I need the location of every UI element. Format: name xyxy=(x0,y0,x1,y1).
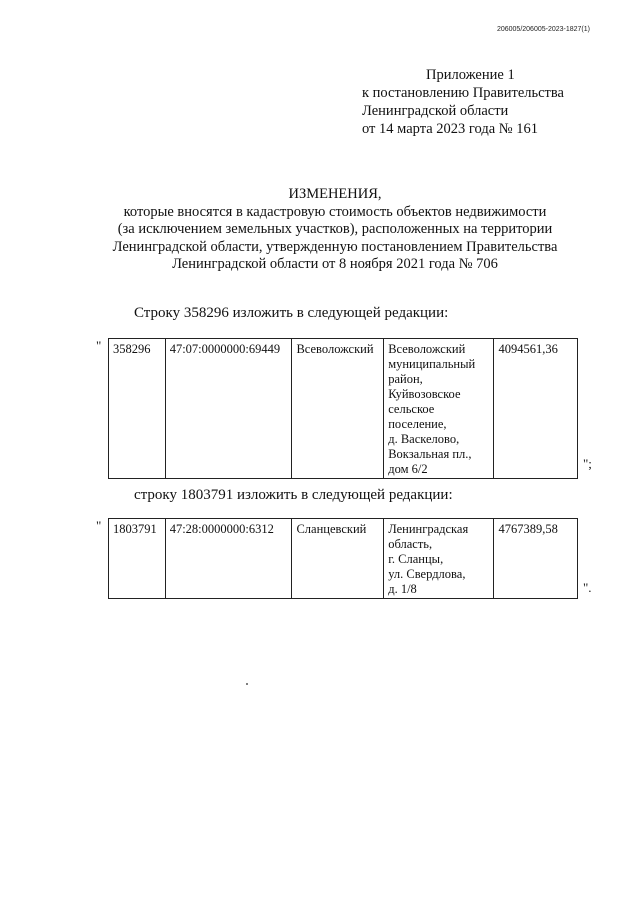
address-line: Вокзальная пл., xyxy=(388,447,472,461)
address-line: дом 6/2 xyxy=(388,462,428,476)
record-table xyxy=(108,338,578,479)
cell-cadastral-number: 47:07:0000000:69449 xyxy=(165,339,292,479)
address-line: район, xyxy=(388,372,423,386)
appendix-line: Ленинградской области xyxy=(362,103,509,119)
address-line: область, xyxy=(388,537,433,551)
table-row xyxy=(109,339,578,479)
address-line: поселение, xyxy=(388,417,447,431)
cell-address xyxy=(384,339,494,479)
document-id: 206005/206005-2023-1827(1) xyxy=(496,26,590,33)
close-quote: "; xyxy=(583,456,592,471)
title-line: Ленинградской области от 8 ноября 2021 года № 706 xyxy=(172,256,498,272)
address-line: д. 1/8 xyxy=(388,582,417,596)
cell-cadastral-number: 47:28:0000000:6312 xyxy=(165,519,292,599)
appendix-block xyxy=(362,66,564,138)
stray-dot xyxy=(246,683,248,685)
address-line: сельское xyxy=(388,402,435,416)
title-line: Ленинградской области, утвержденную постановлением Правительства xyxy=(112,238,558,255)
record-table xyxy=(108,518,578,599)
address-line: д. Васкелово, xyxy=(388,432,460,446)
cell-row-number: 358296 xyxy=(109,339,166,479)
entry-intro: строку 1803791 изложить в следующей редакции: xyxy=(134,487,453,503)
open-quote: " xyxy=(96,338,102,353)
appendix-line: к постановлению Правительства xyxy=(362,85,564,101)
cell-cadastral-value: 4094561,36 xyxy=(494,339,578,479)
address-line: г. Сланцы, xyxy=(388,552,444,566)
close-quote: ". xyxy=(583,580,592,595)
document-title xyxy=(90,186,580,274)
cell-address xyxy=(384,519,494,599)
entry-intro: Строку 358296 изложить в следующей редакции: xyxy=(134,305,449,321)
appendix-title: Приложение 1 xyxy=(426,67,515,83)
cell-row-number: 1803791 xyxy=(109,519,166,599)
title-heading: ИЗМЕНЕНИЯ, xyxy=(288,186,382,202)
title-line: (за исключением земельных участков), расположенных на территории xyxy=(117,221,553,237)
open-quote: " xyxy=(96,518,102,533)
cell-district: Всеволожский xyxy=(292,339,384,479)
address-line: муниципальный xyxy=(388,357,476,371)
appendix-date: от 14 марта 2023 года № 161 xyxy=(362,121,538,137)
cell-cadastral-value: 4767389,58 xyxy=(494,519,578,599)
title-line: которые вносятся в кадастровую стоимость объектов недвижимости xyxy=(123,203,547,220)
address-line: Куйвозовское xyxy=(388,387,461,401)
address-line: Всеволожский xyxy=(388,342,466,356)
address-line: ул. Свердлова, xyxy=(388,567,466,581)
table-row xyxy=(109,519,578,599)
address-line: Ленинградская xyxy=(388,522,469,536)
cell-district: Сланцевский xyxy=(292,519,384,599)
